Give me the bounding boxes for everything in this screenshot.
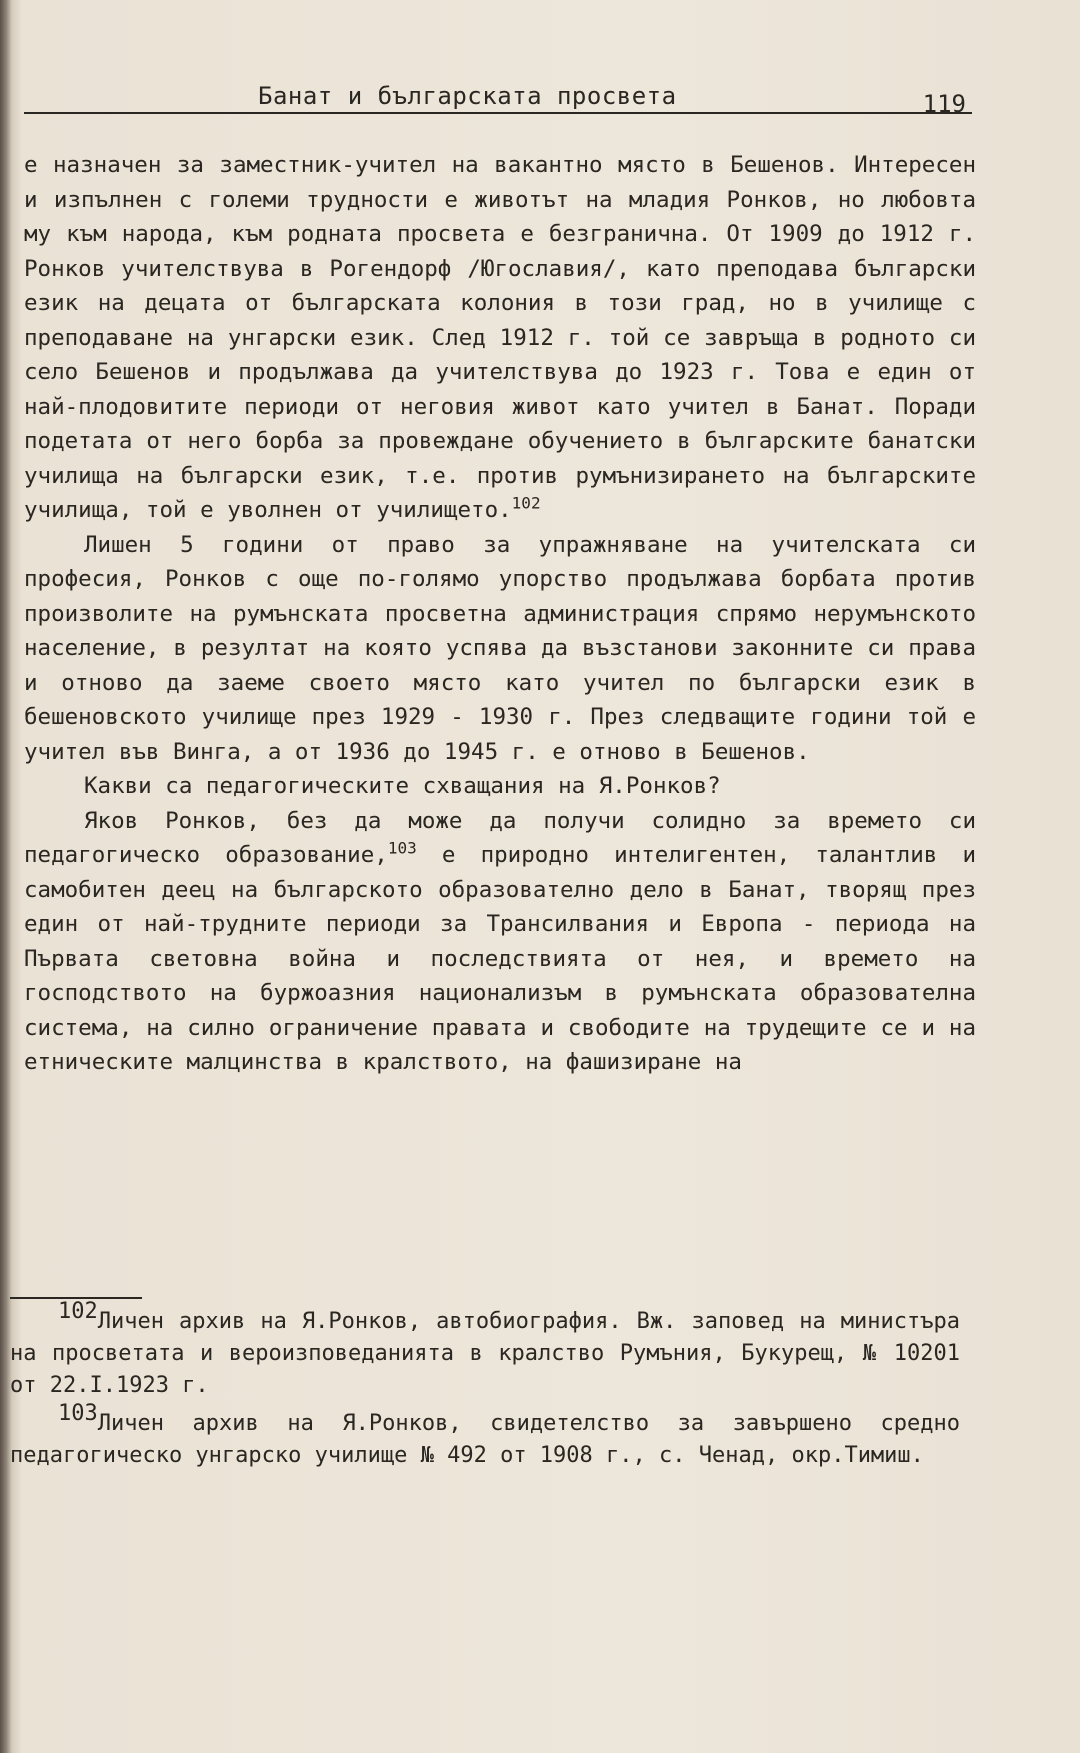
paragraph-1	[24, 148, 976, 528]
footnote-text: Личен архив на Я.Ронков, автобиография. Вж. заповед на министъра на просветата и вероизповеданията в кралство Румъния, Букурещ, № 10201 от 22.I.1923 г.	[10, 1309, 960, 1398]
footnote-mark: 103	[58, 1401, 98, 1426]
paragraph-4	[24, 804, 976, 1080]
footnote-102	[10, 1299, 960, 1402]
footnotes	[10, 1299, 960, 1478]
paragraph-4-text-a: Яков Ронков, без да може да получи солидно за времето си педагогическо образование,	[24, 807, 976, 868]
body-text	[24, 148, 976, 1080]
footnote-text: Личен архив на Я.Ронков, свидетелство за завършено средно педагогическо унгарско училище № 492 от 1908 г., с. Ченад, окр.Тимиш.	[10, 1411, 960, 1468]
running-title: Банат и българската просвета	[258, 82, 677, 110]
paragraph-1-text: е назначен за заместник-учител на вакантно място в Бешенов. Интересен и изпълнен с големи трудности е животът на младия Ронков, но любовта му към народа, към родната просвета е безгранична. От 1909 до 1912 г. Ронков учителствува в Рогендорф /Югославия/, като преподава български език на децата от българската колония в този град, но в училище с преподаване на унгарски език. След 1912 г. той се завръща в родното си село Бешенов и продължава да учителствува до 1923 г. Това е един от най-плодовитите периоди от неговия живот като учител в Банат. Поради подетата от него борба за провеждане обучението в българските банатски училища на български език, т.е. против румънизирането на българските училища, той е уволнен от училището.	[24, 152, 976, 523]
running-header	[24, 78, 972, 118]
paragraph-2: Лишен 5 години от право за упражняване на учителската си професия, Ронков с още по-голямо упорство продължава борбата против произволите на румънската просветна администрация спрямо нерумънското население, в резултат на която успява да възстанови законните си права и отново да заеме своето място като учител по български език в бешеновското училище през 1929 - 1930 г. През следващите години той е учител във Винга, а от 1936 до 1945 г. е отново в Бешенов.	[24, 531, 976, 765]
footnote-103	[10, 1401, 960, 1472]
footnote-ref-102: 102	[511, 493, 541, 513]
paragraph-3-question: Какви са педагогическите схващания на Я.Ронков?	[84, 773, 721, 799]
page-number: 119	[922, 90, 966, 118]
footnote-mark: 102	[58, 1299, 98, 1324]
footnote-ref-103: 103	[387, 838, 417, 858]
paragraph-4-text-b: е природно интелигентен, талантлив и самобитен деец на българското образователно дело в Банат, творящ през един от най-трудните периоди за Трансилвания и Европа - периода на Първата световна война и последствията от нея, и времето на господството на буржоазния национализъм в румънската образователна система, на силно ограничение правата и свободите на трудещите се и на етническите малцинства в кралството, на фашизиране на	[24, 842, 976, 1075]
